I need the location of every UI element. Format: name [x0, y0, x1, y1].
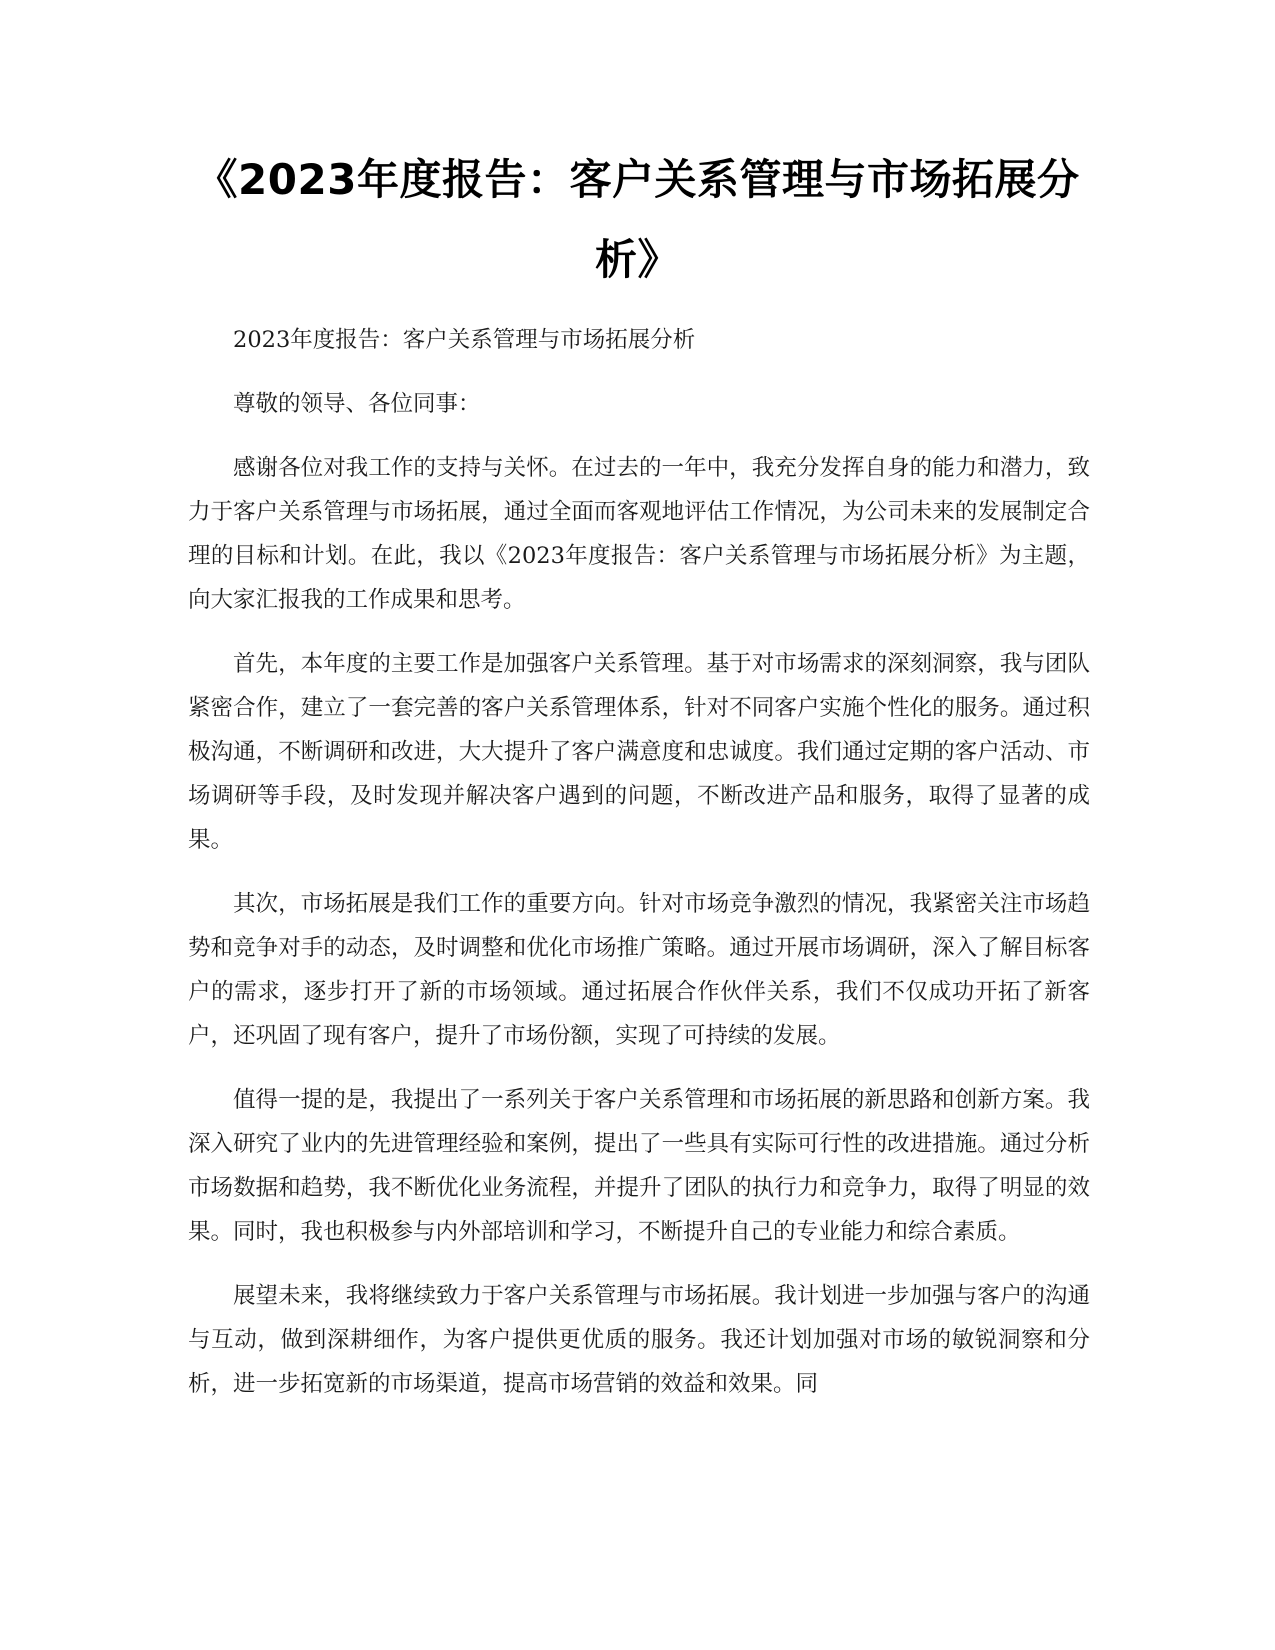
innovation-paragraph: 值得一提的是，我提出了一系列关于客户关系管理和市场拓展的新思路和创新方案。我深入研究了业内的先进管理经验和案例，提出了一些具有实际可行性的改进措施。通过分析市场数据和趋势，我不断优化业务流程，并提升了团队的执行力和竞争力，取得了明显的效果。同时，我也积极参与内外部培训和学习，不断提升自己的专业能力和综合素质。	[188, 1087, 1090, 1245]
market-expansion-paragraph: 其次，市场拓展是我们工作的重要方向。针对市场竞争激烈的情况，我紧密关注市场趋势和竞争对手的动态，及时调整和优化市场推广策略。通过开展市场调研，深入了解目标客户的需求，逐步打开了新的市场领域。通过拓展合作伙伴关系，我们不仅成功开拓了新客户，还巩固了现有客户，提升了市场份额，实现了可持续的发展。	[188, 891, 1090, 1049]
crm-paragraph: 首先，本年度的主要工作是加强客户关系管理。基于对市场需求的深刻洞察，我与团队紧密合作，建立了一套完善的客户关系管理体系，针对不同客户实施个性化的服务。通过积极沟通，不断调研和改进，大大提升了客户满意度和忠诚度。我们通过定期的客户活动、市场调研等手段，及时发现并解决客户遇到的问题，不断改进产品和服务，取得了显著的成果。	[188, 651, 1090, 853]
outlook-paragraph: 展望未来，我将继续致力于客户关系管理与市场拓展。我计划进一步加强与客户的沟通与互动，做到深耕细作，为客户提供更优质的服务。我还计划加强对市场的敏锐洞察和分析，进一步拓宽新的市场渠道，提高市场营销的效益和效果。同	[188, 1283, 1090, 1397]
subtitle-paragraph: 2023年度报告：客户关系管理与市场拓展分析	[233, 327, 696, 353]
salutation-paragraph: 尊敬的领导、各位同事：	[233, 391, 481, 417]
document-body	[188, 318, 1090, 1426]
document-title: 《2023年度报告：客户关系管理与市场拓展分析》	[195, 155, 1080, 284]
intro-paragraph: 感谢各位对我工作的支持与关怀。在过去的一年中，我充分发挥自身的能力和潜力，致力于客户关系管理与市场拓展，通过全面而客观地评估工作情况，为公司未来的发展制定合理的目标和计划。在此，我以《2023年度报告：客户关系管理与市场拓展分析》为主题，向大家汇报我的工作成果和思考。	[188, 455, 1090, 613]
